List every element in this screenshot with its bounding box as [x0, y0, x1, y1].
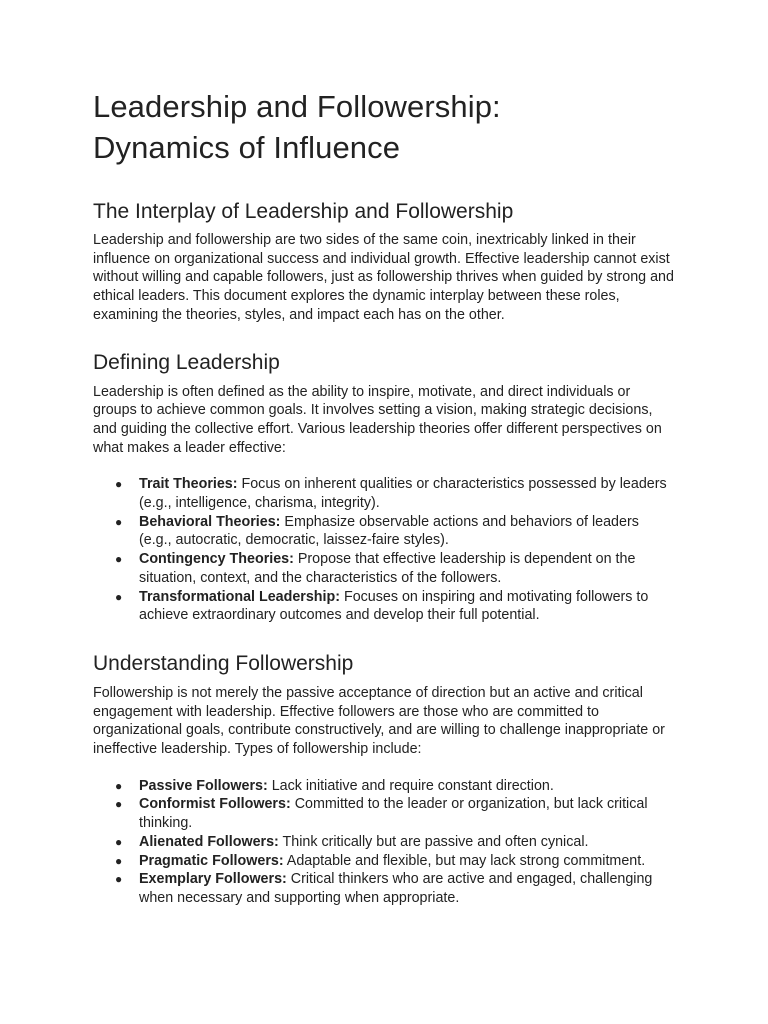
bullet-icon: ●: [115, 477, 123, 492]
list-item-text: Focus on inherent qualities or characteristics possessed by leaders (e.g., intelligence, charisma, integrity).: [139, 476, 667, 512]
section-paragraph-defining-leadership: Leadership is often defined as the ability to inspire, motivate, and direct individuals or groups to achieve common goals. It involves setting a vision, making strategic decisions, and guiding the collective effort. Various leadership theories offer different perspectives on what makes a leader effective:: [93, 383, 662, 456]
list-item-term: Transformational Leadership:: [139, 588, 340, 605]
document-title-line-2: Dynamics of Influence: [93, 130, 401, 165]
list-item-text: Emphasize observable actions and behaviors of leaders (e.g., autocratic, democratic, laissez-faire styles).: [139, 513, 639, 549]
list-item: [93, 833, 674, 852]
section-paragraph-understanding-followership: Followership is not merely the passive acceptance of direction but an active and critical engagement with leadership. Effective followers are those who are committed to organizational goals, contribute constructively, and are willing to challenge inappropriate or ineffective leadership. Types of followership include:: [93, 684, 665, 758]
list-item: [93, 475, 674, 512]
list-item: [93, 513, 674, 550]
bullet-icon: ●: [115, 514, 123, 529]
section-heading-interplay: The Interplay of Leadership and Followership: [93, 200, 514, 223]
document-title-line-1: Leadership and Followership:: [93, 89, 501, 124]
list-item-term: Alienated Followers:: [139, 833, 279, 850]
list-item: [93, 852, 674, 871]
list-item-text: Committed to the leader or organization, but lack critical thinking.: [139, 796, 648, 832]
bullet-icon: ●: [115, 853, 123, 868]
list-item-term: Pragmatic Followers:: [139, 852, 284, 869]
list-item: [93, 777, 674, 796]
list-item: [93, 588, 674, 625]
list-item: [93, 795, 674, 832]
followership-types-list: [93, 777, 674, 908]
list-item-text: Focuses on inspiring and motivating followers to achieve extraordinary outcomes and develop their full potential.: [139, 588, 649, 624]
list-item-text: Lack initiative and require constant direction.: [267, 777, 554, 794]
bullet-icon: ●: [115, 834, 123, 849]
bullet-icon: ●: [115, 872, 123, 887]
list-item-term: Exemplary Followers:: [139, 871, 287, 888]
list-item-text: Think critically but are passive and often cynical.: [278, 833, 589, 850]
bullet-icon: ●: [115, 778, 123, 793]
list-item: [93, 550, 674, 587]
list-item-term: Behavioral Theories:: [139, 513, 281, 530]
list-item: [93, 870, 674, 907]
leadership-theories-list: [93, 475, 674, 625]
list-item-term: Passive Followers:: [139, 777, 268, 794]
section-heading-understanding-followership: Understanding Followership: [93, 651, 354, 675]
section-heading-defining-leadership: Defining Leadership: [93, 350, 280, 374]
list-item-term: Trait Theories:: [139, 476, 238, 493]
bullet-icon: ●: [115, 552, 123, 567]
list-item-term: Conformist Followers:: [139, 796, 291, 813]
bullet-icon: ●: [115, 797, 123, 812]
list-item-term: Contingency Theories:: [139, 551, 294, 568]
section-paragraph-interplay: Leadership and followership are two sides of the same coin, inextricably linked in their influence on organizational success and individual growth. Effective leadership cannot exist without willing and capable followers, just as followership thrives when guided by strong and ethical leaders. This document explores the dynamic interplay between these roles, examining the theories, styles, and impact each has on the other.: [93, 232, 674, 323]
document-title: [93, 86, 674, 168]
list-item-text: Adaptable and flexible, but may lack strong commitment.: [283, 852, 646, 869]
bullet-icon: ●: [115, 589, 123, 604]
list-item-text: Critical thinkers who are active and engaged, challenging when necessary and supporting when appropriate.: [139, 871, 653, 906]
list-item-text: Propose that effective leadership is dependent on the situation, context, and the characteristics of the followers.: [139, 551, 636, 586]
